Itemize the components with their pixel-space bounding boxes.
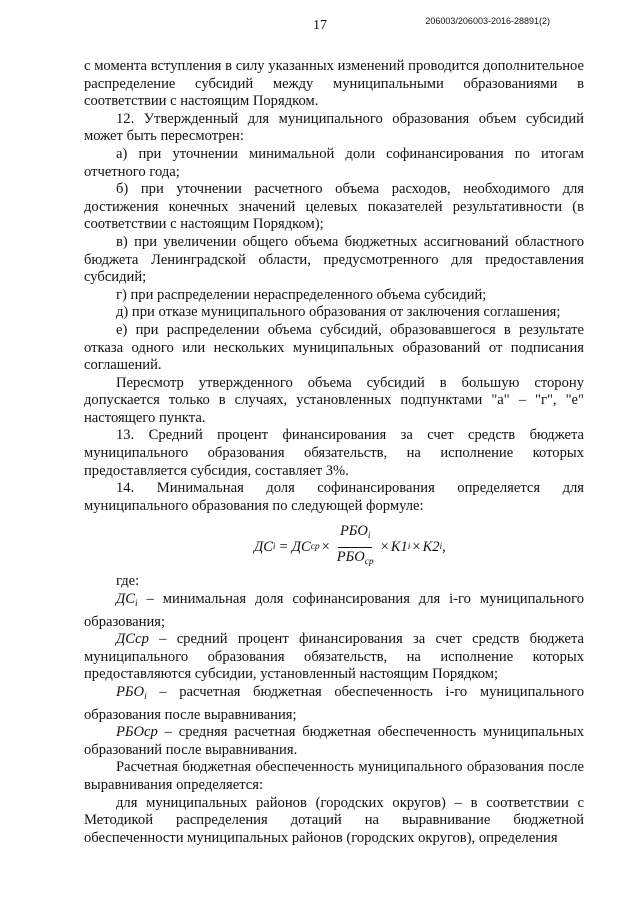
formula-times-3: × [412,538,421,555]
formula [84,515,584,573]
definition-rboi-sub: i [144,692,147,702]
subitem-a: а) при уточнении минимальной доли софинансирования по итогам отчетного года; [84,145,584,180]
formula-num-text: РБО [339,523,368,540]
paragraph-continuation: с момента вступления в силу указанных изменений проводится дополнительное распределение субсидий между муниципальными образованиями в соответствии с настоящим Порядком. [84,58,584,110]
definition-rboi [84,684,584,724]
subitem-v: в) при увеличении общего объема бюджетных ассигнований областного бюджета Ленинградской области, предусмотренного для предоставления субсидий; [84,233,584,286]
subitem-b: б) при уточнении расчетного объема расходов, необходимого для достижения конечных значений целевых показателей результативности (в соответствии с настоящим Порядком); [84,181,584,233]
formula-lhs-sub: i [272,541,276,552]
formula-times-2: × [380,538,389,555]
formula-denominator [335,548,376,572]
formula-k2-sub: i [439,541,443,552]
document-id: 206003/206003-2016-28891(2) [425,16,550,26]
subitem-g: г) при распределении нераспределенного объема субсидий; [116,286,487,303]
formula-fraction [335,523,376,571]
definition-rbocp-text: – средняя расчетная бюджетная обеспеченность муниципальных образований после выравнивания. [84,724,584,758]
definition-dsi-symbol: ДС [116,591,136,608]
formula-term-1-sub: ср [310,541,320,552]
paragraph-item-12: 12. Утвержденный для муниципального образования объем субсидий может быть пересмотрен: [84,110,584,145]
formula-den-sub: ср [364,557,374,568]
formula-term-1: ДС [291,538,311,555]
paragraph-revision-note: Пересмотр утвержденного объема субсидий в большую сторону допускается только в случаях, установленных подпунктами "а" – "г", "е" настоящего пункта. [84,374,584,426]
page-number: 17 [313,18,327,33]
where-label: где: [116,573,140,590]
formula-den-text: РБО [336,549,365,566]
definition-rbocp [84,724,584,759]
formula-eq: = [279,538,288,555]
definition-dscp-text: – средний процент финансирования за счет средств бюджета муниципального образования обязательств, на исполнение которых предоставляются субсидии, установленный настоящим Порядком; [84,631,584,683]
paragraph-item-13: 13. Средний процент финансирования за счет средств бюджета муниципального образования обязательств, на исполнение которых предоставляется субсидия, составляет 3%. [84,427,584,479]
formula-k1-sub: i [407,541,411,552]
definition-dsi-text: – минимальная доля софинансирования для i-го муниципального образования; [84,591,584,630]
paragraph-districts: для муниципальных районов (городских округов) – в соответствии с Методикой распределения дотаций на выравнивание бюджетной обеспеченности муниципальных районов (городских округов), определения [84,794,584,846]
subitem-d: д) при отказе муниципального образования от заключения соглашения; [116,304,561,321]
formula-lhs: ДС [254,538,273,555]
definition-dsi-sub: i [135,599,138,610]
document-body [84,58,584,847]
formula-num-sub: i [367,531,371,542]
formula-k2: K2 [422,538,440,555]
formula-numerator [338,523,373,548]
definition-rbocp-symbol: РБОср [116,724,158,741]
definition-dscp [84,631,584,684]
subitem-e: е) при распределении объема субсидий, образовавшегося в результате отказа одного или нескольких муниципальных образований от подписания соглашений. [84,321,584,374]
definition-rboi-text: – расчетная бюджетная обеспеченность i-го муниципального образования после выравнивания; [84,684,584,723]
definition-dscp-symbol: ДСср [116,631,149,648]
formula-tail: , [442,538,446,555]
paragraph-item-14: 14. Минимальная доля софинансирования определяется для муниципального образования по следующей формуле: [84,480,584,514]
definition-dsi [84,591,584,631]
formula-k1: K1 [390,538,408,555]
formula-times-1: × [321,538,330,555]
definition-rboi-symbol: РБО [116,684,145,700]
paragraph-equalization: Расчетная бюджетная обеспеченность муниципального образования после выравнивания определяется: [84,759,584,793]
